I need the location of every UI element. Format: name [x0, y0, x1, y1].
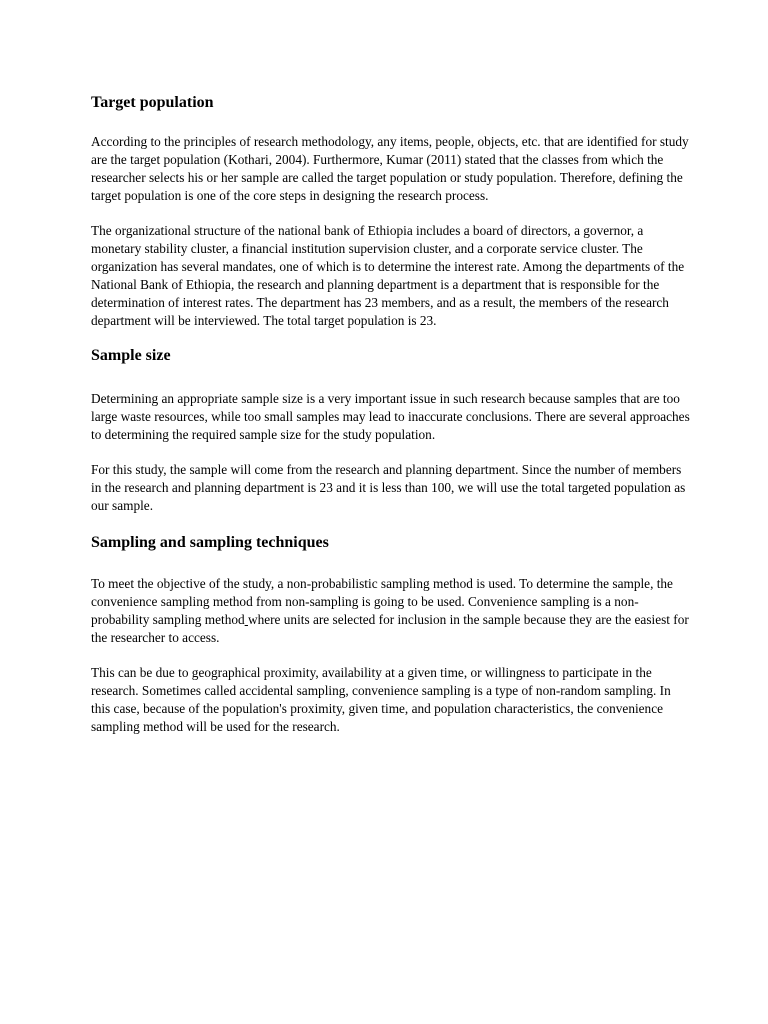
- paragraph-organizational-structure: The organizational structure of the national bank of Ethiopia includes a board of directors, a governor, a monetary stability cluster, a financial institution supervision cluster, and a corporate service cluster. The organization has several mandates, one of which is to determine the interest rate. Among the departments of the National Bank of Ethiopia, the research and planning department is a department that is responsible for the determination of interest rates. The department has 23 members, and as a result, the members of the research department will be interviewed. The total target population is 23.: [91, 223, 685, 328]
- heading-sampling-techniques: Sampling and sampling techniques: [91, 534, 329, 551]
- paragraph-convenience-sampling: [91, 575, 691, 647]
- paragraph-target-population-definition: According to the principles of research methodology, any items, people, objects, etc. that are identified for study are the target population (Kothari, 2004). Furthermore, Kumar (2011) stated that the classes from which the researcher selects his or her sample are called the target population or study population. Therefore, defining the target population is one of the core steps in designing the research process.: [91, 134, 689, 203]
- document-content: [91, 92, 691, 736]
- paragraph-part-after: where units are selected for inclusion in the sample because they are the easiest for the researcher to access.: [91, 612, 689, 645]
- paragraph-sampling-reasons: This can be due to geographical proximity, availability at a given time, or willingness to participate in the research. Sometimes called accidental sampling, convenience sampling is a type of non-random sampling. In this case, because of the population's proximity, given time, and population characteristics, the convenience sampling method will be used for the research.: [91, 665, 671, 734]
- paragraph-sample-source: For this study, the sample will come from the research and planning department. Since the number of members in the research and planning department is 23 and it is less than 100, we will use the total targeted population as our sample.: [91, 462, 686, 513]
- heading-target-population: Target population: [91, 94, 214, 111]
- paragraph-part-before: To meet the objective of the study, a non-probabilistic sampling method is used. To determine the sample, the convenience sampling method from non-sampling is going to be used. Convenience sampling is a non-probability sampling method: [91, 576, 673, 627]
- paragraph-sample-size-importance: Determining an appropriate sample size is a very important issue in such research because samples that are too large waste resources, while too small samples may lead to inaccurate conclusions. There are several approaches to determining the required sample size for the study population.: [91, 391, 690, 442]
- heading-sample-size: Sample size: [91, 347, 171, 364]
